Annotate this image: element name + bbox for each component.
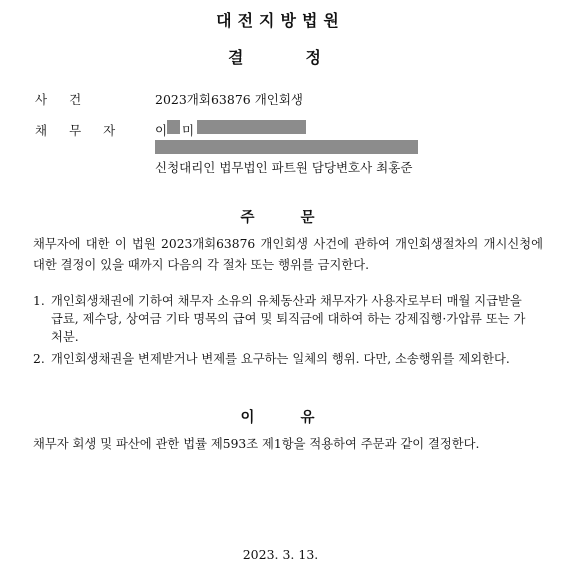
document-title: 결정 — [228, 48, 383, 67]
case-value: 2023개회63876 개인회생 — [155, 92, 303, 107]
order-intro: 채무자에 대한 이 법원 2023개회63876 개인회생 사건에 관하여 개인회생절차의 개시신청에 대한 결정이 있을 때까지 다음의 각 절차 또는 행위를 금지한다. — [33, 237, 543, 272]
decision-date: 2023. 3. 13. — [242, 547, 319, 562]
order-heading: 주문 — [240, 209, 361, 226]
order-item-1 — [33, 292, 527, 346]
debtor-representative: 신청대리인 법무법인 파트원 담당변호사 최홍준 — [155, 160, 413, 175]
order-item-number: 1. — [33, 294, 45, 308]
redacted-name-rest — [197, 120, 306, 134]
order-item-text: 개인회생채권을 변제받거나 변제를 요구하는 일체의 행위. 다만, 소송행위를 제외한다. — [51, 352, 510, 366]
order-item-2 — [33, 350, 527, 368]
case-label: 사건 — [35, 92, 104, 107]
debtor-name-prefix: 이 — [155, 123, 168, 138]
reason-heading: 이유 — [240, 409, 361, 426]
debtor-label: 채무자 — [35, 123, 138, 138]
court-name: 대전지방법원 — [216, 11, 345, 30]
order-item-text: 개인회생채권에 기하여 채무자 소유의 유체동산과 채무자가 사용자로부터 매월 지급받을 급료, 제수당, 상여금 기타 명목의 급여 및 퇴직금에 대하여 하는 강제집행·가압류 또는 가처분. — [51, 294, 526, 344]
redacted-address — [155, 140, 418, 154]
debtor-name-mid: 미 — [182, 123, 195, 138]
redacted-name-part — [167, 120, 180, 134]
reason-text: 채무자 회생 및 파산에 관한 법률 제593조 제1항을 적용하여 주문과 같이 결정한다. — [33, 437, 480, 451]
order-item-number: 2. — [33, 352, 45, 366]
